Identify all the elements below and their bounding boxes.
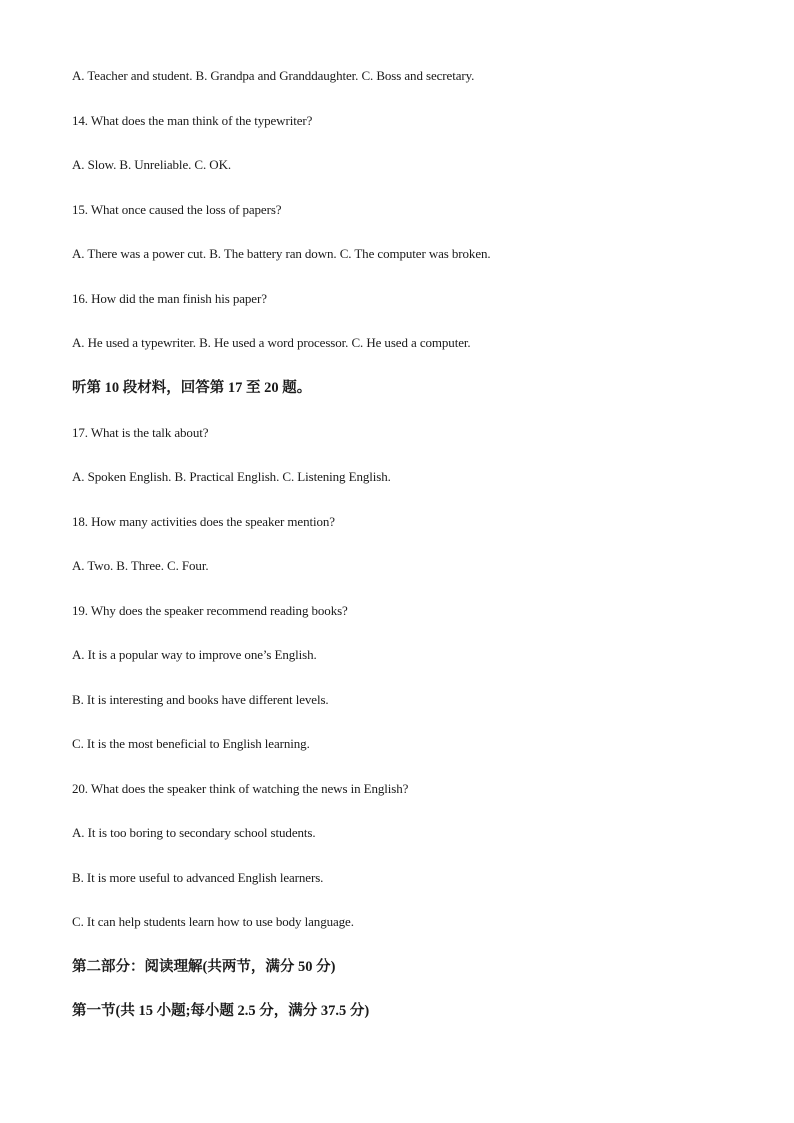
q19-option-b: B. It is interesting and books have different levels. bbox=[72, 692, 329, 707]
q20-option-b: B. It is more useful to advanced English learners. bbox=[72, 870, 324, 885]
section-instruction-10: 听第 10 段材料，回答第 17 至 20 题。 bbox=[72, 380, 312, 396]
q13-options: A. Teacher and student. B. Grandpa and Granddaughter. C. Boss and secretary. bbox=[72, 68, 475, 83]
question-17: 17. What is the talk about? bbox=[72, 425, 209, 440]
q19-option-c: C. It is the most beneficial to English learning. bbox=[72, 736, 310, 751]
q15-options: A. There was a power cut. B. The battery ran down. C. The computer was broken. bbox=[72, 246, 491, 261]
question-14: 14. What does the man think of the typewriter? bbox=[72, 113, 313, 128]
question-18: 18. How many activities does the speaker mention? bbox=[72, 514, 335, 529]
q19-option-a: A. It is a popular way to improve one’s English. bbox=[72, 647, 317, 662]
question-19: 19. Why does the speaker recommend reading books? bbox=[72, 603, 348, 618]
part-two-heading: 第二部分：阅读理解(共两节，满分 50 分) bbox=[72, 959, 336, 975]
q20-option-a: A. It is too boring to secondary school students. bbox=[72, 825, 316, 840]
question-16: 16. How did the man finish his paper? bbox=[72, 291, 267, 306]
q14-options: A. Slow. B. Unreliable. C. OK. bbox=[72, 157, 232, 172]
section-one-heading: 第一节(共 15 小题;每小题 2.5 分，满分 37.5 分) bbox=[72, 1003, 370, 1019]
q18-options: A. Two. B. Three. C. Four. bbox=[72, 558, 209, 573]
q17-options: A. Spoken English. B. Practical English. C. Listening English. bbox=[72, 469, 391, 484]
q20-option-c: C. It can help students learn how to use body language. bbox=[72, 914, 354, 929]
question-20: 20. What does the speaker think of watching the news in English? bbox=[72, 781, 409, 796]
q16-options: A. He used a typewriter. B. He used a word processor. C. He used a computer. bbox=[72, 335, 471, 350]
question-15: 15. What once caused the loss of papers? bbox=[72, 202, 282, 217]
